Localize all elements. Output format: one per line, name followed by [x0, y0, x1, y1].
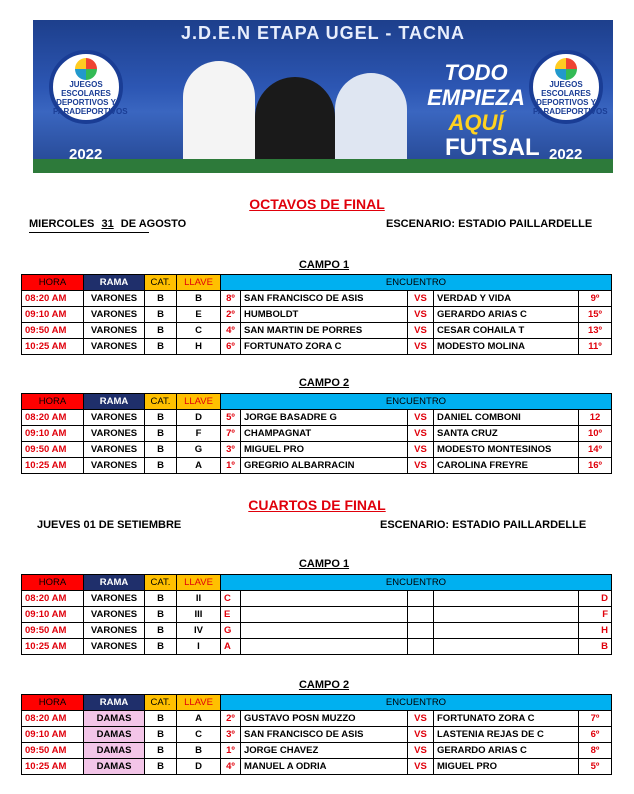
cat-cell: B [145, 727, 177, 743]
team-right-cell: MIGUEL PRO [434, 759, 579, 775]
rama-cell: VARONES [84, 323, 145, 339]
position-right-cell: 6º [579, 727, 612, 743]
team-right-cell [434, 639, 579, 655]
table-row [22, 339, 612, 355]
cuartos-title: CUARTOS DE FINAL [248, 497, 386, 513]
header-encuentro: ENCUENTRO [221, 695, 612, 711]
team-right-cell: SANTA CRUZ [434, 426, 579, 442]
position-left-cell: G [221, 623, 241, 639]
vs-cell: VS [408, 323, 434, 339]
rama-cell: DAMAS [84, 743, 145, 759]
cuartos-campo1-table [21, 574, 612, 655]
position-left-cell: C [221, 591, 241, 607]
banner-title: J.D.E.N ETAPA UGEL - TACNA [180, 23, 465, 43]
header-encuentro: ENCUENTRO [221, 575, 612, 591]
rama-cell: VARONES [84, 426, 145, 442]
table-row [22, 442, 612, 458]
octavos-campo1-title: CAMPO 1 [298, 259, 350, 271]
position-right-cell: 8º [579, 743, 612, 759]
position-right-cell: D [579, 591, 612, 607]
team-left-cell: CHAMPAGNAT [241, 426, 408, 442]
header-hora: HORA [22, 695, 84, 711]
header-hora: HORA [22, 275, 84, 291]
llave-cell: G [177, 442, 221, 458]
cat-cell: B [145, 426, 177, 442]
vs-cell [408, 591, 434, 607]
llave-cell: A [177, 458, 221, 474]
vs-cell: VS [408, 442, 434, 458]
header-rama: RAMA [84, 695, 145, 711]
date-underline [29, 232, 149, 233]
hora-cell: 09:10 AM [22, 727, 84, 743]
table-row [22, 743, 612, 759]
hora-cell: 10:25 AM [22, 639, 84, 655]
position-right-cell: 9º [579, 291, 612, 307]
team-left-cell: MIGUEL PRO [241, 442, 408, 458]
cat-cell: B [145, 759, 177, 775]
position-right-cell: F [579, 607, 612, 623]
table-row [22, 307, 612, 323]
llave-cell: A [177, 711, 221, 727]
team-right-cell: MODESTO MONTESINOS [434, 442, 579, 458]
table-row [22, 711, 612, 727]
table-row [22, 410, 612, 426]
position-right-cell: 16º [579, 458, 612, 474]
vs-cell: VS [408, 291, 434, 307]
llave-cell: E [177, 307, 221, 323]
position-left-cell: 4º [221, 323, 241, 339]
position-left-cell: 3º [221, 727, 241, 743]
hora-cell: 09:50 AM [22, 743, 84, 759]
vs-cell: VS [408, 426, 434, 442]
rama-cell: VARONES [84, 458, 145, 474]
llave-cell: IV [177, 623, 221, 639]
hora-cell: 09:10 AM [22, 607, 84, 623]
position-left-cell: 1º [221, 743, 241, 759]
octavos-campo1-table [21, 274, 612, 355]
games-logo-right: JUEGOS ESCOLARES DEPORTIVOS Y PARADEPORTIVOS [529, 50, 603, 124]
llave-cell: C [177, 323, 221, 339]
team-left-cell: JORGE CHAVEZ [241, 743, 408, 759]
vs-cell [408, 623, 434, 639]
table-row [22, 291, 612, 307]
llave-cell: II [177, 591, 221, 607]
position-right-cell: 5º [579, 759, 612, 775]
slogan: TODO EMPIEZA AQUÍ [427, 60, 525, 135]
header-hora: HORA [22, 394, 84, 410]
cat-cell: B [145, 442, 177, 458]
position-left-cell: 1º [221, 458, 241, 474]
hora-cell: 08:20 AM [22, 711, 84, 727]
team-left-cell: SAN FRANCISCO DE ASIS [241, 291, 408, 307]
vs-cell [408, 639, 434, 655]
cat-cell: B [145, 711, 177, 727]
team-left-cell: GREGRIO ALBARRACIN [241, 458, 408, 474]
team-left-cell: SAN MARTIN DE PORRES [241, 323, 408, 339]
header-rama: RAMA [84, 575, 145, 591]
rama-cell: VARONES [84, 591, 145, 607]
llave-cell: I [177, 639, 221, 655]
octavos-campo2-table [21, 393, 612, 474]
position-right-cell: B [579, 639, 612, 655]
table-row [22, 623, 612, 639]
position-right-cell: 15º [579, 307, 612, 323]
llave-cell: D [177, 410, 221, 426]
cuartos-venue: ESCENARIO: ESTADIO PAILLARDELLE [380, 519, 587, 531]
team-left-cell: FORTUNATO ZORA C [241, 339, 408, 355]
header-llave: LLAVE [177, 275, 221, 291]
team-right-cell: LASTENIA REJAS DE C [434, 727, 579, 743]
team-right-cell [434, 607, 579, 623]
table-row [22, 591, 612, 607]
llave-cell: B [177, 743, 221, 759]
vs-cell [408, 607, 434, 623]
octavos-title: OCTAVOS DE FINAL [249, 196, 385, 212]
rama-cell: DAMAS [84, 759, 145, 775]
team-left-cell [241, 623, 408, 639]
team-right-cell [434, 623, 579, 639]
header-cat: CAT. [145, 575, 177, 591]
cuartos-campo2-table [21, 694, 612, 775]
cat-cell: B [145, 410, 177, 426]
position-right-cell: 10º [579, 426, 612, 442]
cat-cell: B [145, 639, 177, 655]
rama-cell: VARONES [84, 442, 145, 458]
cuartos-campo2-title: CAMPO 2 [298, 679, 350, 691]
table-header-row [22, 695, 612, 711]
rama-cell: VARONES [84, 607, 145, 623]
hora-cell: 09:10 AM [22, 426, 84, 442]
header-rama: RAMA [84, 394, 145, 410]
logo-mark-icon [555, 58, 577, 80]
games-logo-left: JUEGOS ESCOLARES DEPORTIVOS Y PARADEPORTIVOS [49, 50, 123, 124]
position-left-cell: 5º [221, 410, 241, 426]
llave-cell: III [177, 607, 221, 623]
table-header-row [22, 394, 612, 410]
athlete-3-image [335, 73, 407, 173]
position-left-cell: 8º [221, 291, 241, 307]
rama-cell: VARONES [84, 339, 145, 355]
header-llave: LLAVE [177, 394, 221, 410]
header-encuentro: ENCUENTRO [221, 275, 612, 291]
team-left-cell: SAN FRANCISCO DE ASIS [241, 727, 408, 743]
table-row [22, 759, 612, 775]
vs-cell: VS [408, 759, 434, 775]
table-row [22, 323, 612, 339]
header-cat: CAT. [145, 695, 177, 711]
position-left-cell: 2º [221, 307, 241, 323]
llave-cell: F [177, 426, 221, 442]
event-banner [33, 20, 613, 173]
position-left-cell: 4º [221, 759, 241, 775]
team-right-cell: DANIEL COMBONI [434, 410, 579, 426]
header-hora: HORA [22, 575, 84, 591]
llave-cell: B [177, 291, 221, 307]
hora-cell: 08:20 AM [22, 291, 84, 307]
position-left-cell: 6º [221, 339, 241, 355]
cat-cell: B [145, 339, 177, 355]
cuartos-campo1-title: CAMPO 1 [298, 558, 350, 570]
table-row [22, 727, 612, 743]
team-right-cell: VERDAD Y VIDA [434, 291, 579, 307]
vs-cell: VS [408, 711, 434, 727]
team-right-cell: MODESTO MOLINA [434, 339, 579, 355]
cat-cell: B [145, 291, 177, 307]
athlete-1-image [183, 61, 255, 173]
table-row [22, 426, 612, 442]
octavos-date: MIERCOLES 31 DE AGOSTO [29, 218, 187, 230]
header-llave: LLAVE [177, 575, 221, 591]
position-right-cell: 14º [579, 442, 612, 458]
position-right-cell: 7º [579, 711, 612, 727]
hora-cell: 10:25 AM [22, 339, 84, 355]
rama-cell: VARONES [84, 623, 145, 639]
position-left-cell: E [221, 607, 241, 623]
position-right-cell: 11º [579, 339, 612, 355]
rama-cell: VARONES [84, 410, 145, 426]
team-right-cell: CAROLINA FREYRE [434, 458, 579, 474]
hora-cell: 08:20 AM [22, 591, 84, 607]
sport-name: FUTSAL [445, 134, 540, 161]
table-row [22, 639, 612, 655]
vs-cell: VS [408, 727, 434, 743]
hora-cell: 10:25 AM [22, 759, 84, 775]
position-right-cell: H [579, 623, 612, 639]
header-encuentro: ENCUENTRO [221, 394, 612, 410]
cat-cell: B [145, 607, 177, 623]
team-left-cell: GUSTAVO POSN MUZZO [241, 711, 408, 727]
header-rama: RAMA [84, 275, 145, 291]
llave-cell: C [177, 727, 221, 743]
header-cat: CAT. [145, 394, 177, 410]
header-cat: CAT. [145, 275, 177, 291]
octavos-campo2-title: CAMPO 2 [298, 377, 350, 389]
vs-cell: VS [408, 339, 434, 355]
vs-cell: VS [408, 307, 434, 323]
logo-mark-icon [75, 58, 97, 80]
team-left-cell: HUMBOLDT [241, 307, 408, 323]
team-left-cell [241, 607, 408, 623]
team-left-cell: MANUEL A ODRIA [241, 759, 408, 775]
cat-cell: B [145, 743, 177, 759]
hora-cell: 09:50 AM [22, 442, 84, 458]
hora-cell: 10:25 AM [22, 458, 84, 474]
vs-cell: VS [408, 458, 434, 474]
team-left-cell [241, 591, 408, 607]
hora-cell: 09:50 AM [22, 623, 84, 639]
position-right-cell: 12 [579, 410, 612, 426]
rama-cell: VARONES [84, 307, 145, 323]
llave-cell: D [177, 759, 221, 775]
team-right-cell: GERARDO ARIAS C [434, 743, 579, 759]
cat-cell: B [145, 458, 177, 474]
table-header-row [22, 275, 612, 291]
cat-cell: B [145, 623, 177, 639]
header-llave: LLAVE [177, 695, 221, 711]
hora-cell: 09:10 AM [22, 307, 84, 323]
position-left-cell: 7º [221, 426, 241, 442]
table-row [22, 607, 612, 623]
position-left-cell: A [221, 639, 241, 655]
cat-cell: B [145, 323, 177, 339]
rama-cell: VARONES [84, 291, 145, 307]
table-row [22, 458, 612, 474]
octavos-venue: ESCENARIO: ESTADIO PAILLARDELLE [386, 218, 593, 230]
cat-cell: B [145, 307, 177, 323]
team-right-cell [434, 591, 579, 607]
vs-cell: VS [408, 410, 434, 426]
position-left-cell: 3º [221, 442, 241, 458]
vs-cell: VS [408, 743, 434, 759]
table-header-row [22, 575, 612, 591]
year-left: 2022 [69, 146, 103, 163]
rama-cell: VARONES [84, 639, 145, 655]
team-right-cell: FORTUNATO ZORA C [434, 711, 579, 727]
team-left-cell: JORGE BASADRE G [241, 410, 408, 426]
position-right-cell: 13º [579, 323, 612, 339]
team-left-cell [241, 639, 408, 655]
team-right-cell: CESAR COHAILA T [434, 323, 579, 339]
hora-cell: 09:50 AM [22, 323, 84, 339]
position-left-cell: 2º [221, 711, 241, 727]
cat-cell: B [145, 591, 177, 607]
team-right-cell: GERARDO ARIAS C [434, 307, 579, 323]
hora-cell: 08:20 AM [22, 410, 84, 426]
year-right: 2022 [549, 146, 583, 163]
cuartos-date: JUEVES 01 DE SETIEMBRE [37, 519, 182, 531]
rama-cell: DAMAS [84, 711, 145, 727]
llave-cell: H [177, 339, 221, 355]
rama-cell: DAMAS [84, 727, 145, 743]
